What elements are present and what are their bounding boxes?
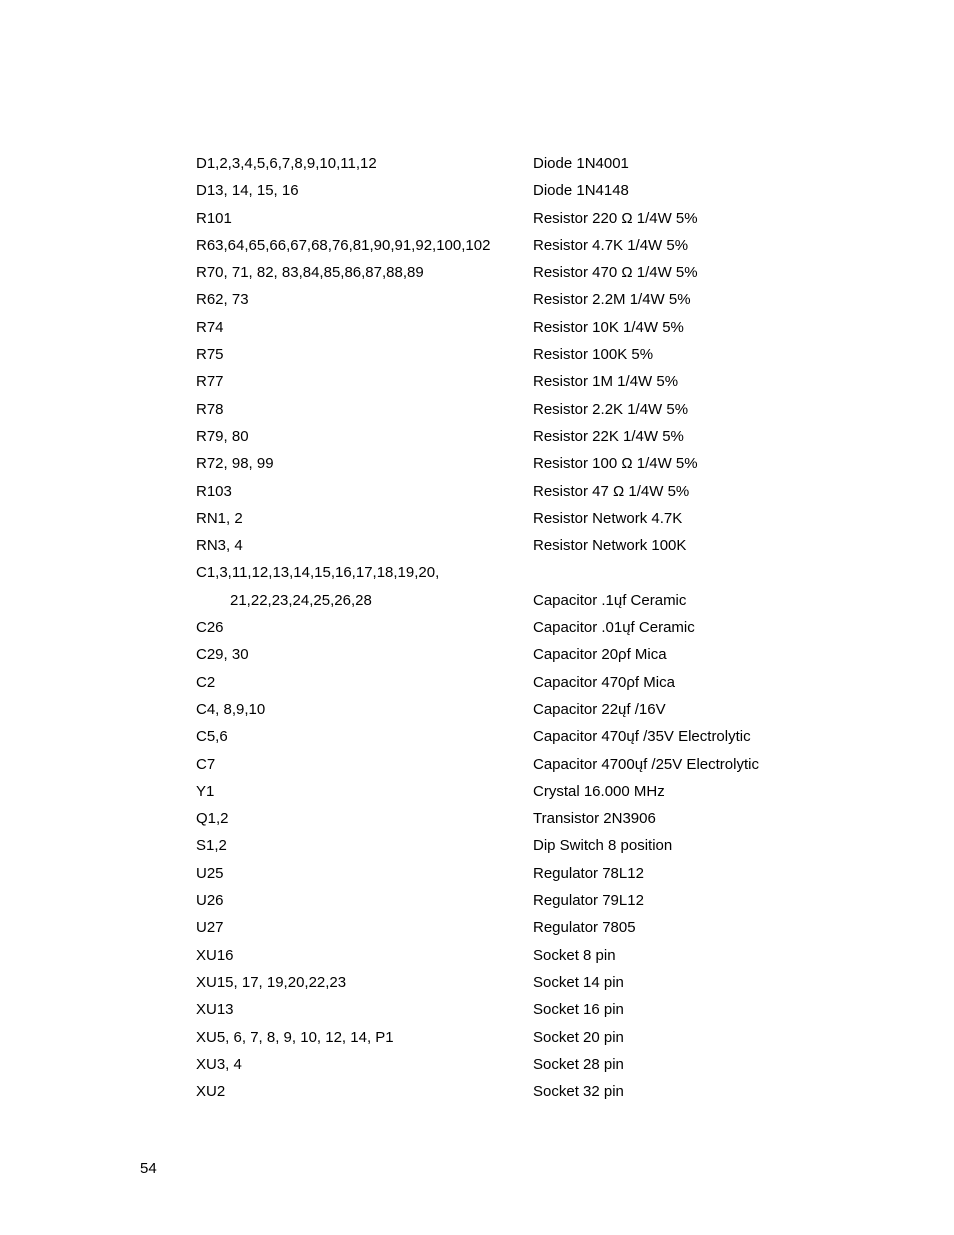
part-row (196, 641, 836, 668)
part-row (196, 914, 836, 941)
part-row (196, 314, 836, 341)
part-reference: R72, 98, 99 (196, 455, 274, 473)
part-row (196, 969, 836, 996)
part-reference: R63,64,65,66,67,68,76,81,90,91,92,100,102 (196, 236, 491, 254)
part-description: Resistor 4.7K 1/4W 5% (533, 236, 689, 254)
part-reference: XU5, 6, 7, 8, 9, 10, 12, 14, P1 (196, 1028, 394, 1046)
part-reference: C4, 8,9,10 (196, 700, 266, 718)
part-row (196, 996, 836, 1023)
part-row (196, 860, 836, 887)
part-row (196, 805, 836, 832)
page-number: 54 (140, 1160, 157, 1177)
part-reference: C29, 30 (196, 646, 249, 664)
part-description: Resistor 10K 1/4W 5% (533, 318, 684, 336)
part-reference: C7 (196, 755, 216, 773)
part-description: Crystal 16.000 MHz (533, 782, 665, 800)
part-row (196, 887, 836, 914)
part-reference: RN1, 2 (196, 509, 243, 527)
part-description: Capacitor 4700ųf /25V Electrolytic (533, 755, 759, 773)
part-reference: U25 (196, 864, 224, 882)
part-row (196, 286, 836, 313)
part-description: Diode 1N4001 (533, 155, 629, 172)
part-description: Regulator 79L12 (533, 892, 644, 910)
part-row (196, 1051, 836, 1078)
part-reference: C5,6 (196, 728, 228, 746)
part-reference: R78 (196, 400, 224, 418)
parts-list (196, 150, 836, 1105)
part-reference: U27 (196, 919, 224, 937)
part-description: Resistor 220 Ω 1/4W 5% (533, 209, 698, 227)
part-description: Capacitor 470ρf Mica (533, 673, 675, 691)
part-reference: Q1,2 (196, 810, 229, 828)
part-reference: R62, 73 (196, 291, 249, 309)
part-reference: S1,2 (196, 837, 227, 855)
part-row (196, 751, 836, 778)
part-reference: D13, 14, 15, 16 (196, 182, 299, 200)
part-description: Resistor 100 Ω 1/4W 5% (533, 455, 698, 473)
part-row (196, 505, 836, 532)
part-description: Socket 14 pin (533, 973, 624, 991)
part-row (196, 669, 836, 696)
part-reference: R75 (196, 346, 224, 364)
part-reference: C1,3,11,12,13,14,15,16,17,18,19,20, (196, 564, 440, 582)
part-description: Capacitor 22ųf /16V (533, 700, 666, 718)
part-row (196, 368, 836, 395)
part-description: Capacitor .1ųf Ceramic (533, 591, 687, 609)
part-reference: RN3, 4 (196, 537, 243, 555)
part-description: Capacitor 470ųf /35V Electrolytic (533, 728, 751, 746)
part-reference: R74 (196, 318, 224, 336)
part-description: Resistor 470 Ω 1/4W 5% (533, 264, 698, 282)
part-description: Resistor 2.2K 1/4W 5% (533, 400, 689, 418)
part-description: Socket 16 pin (533, 1001, 624, 1019)
part-row (196, 832, 836, 859)
part-reference: R77 (196, 373, 224, 391)
part-reference: R70, 71, 82, 83,84,85,86,87,88,89 (196, 264, 424, 282)
part-reference: R103 (196, 482, 232, 500)
part-row (196, 1078, 836, 1105)
part-description: Dip Switch 8 position (533, 837, 673, 855)
part-reference: 21,22,23,24,25,26,28 (230, 591, 372, 609)
part-row (196, 532, 836, 559)
part-row (196, 696, 836, 723)
part-row (196, 942, 836, 969)
part-description: Socket 8 pin (533, 946, 616, 964)
part-description: Resistor 47 Ω 1/4W 5% (533, 482, 690, 500)
part-row (196, 478, 836, 505)
part-row (196, 259, 836, 286)
part-reference: R79, 80 (196, 427, 249, 445)
part-row (196, 614, 836, 641)
part-row (196, 450, 836, 477)
part-description: Resistor 100K 5% (533, 346, 654, 364)
part-reference: U26 (196, 892, 224, 910)
part-description: Diode 1N4148 (533, 182, 629, 200)
part-description: Resistor Network 4.7K (533, 509, 683, 527)
part-description: Socket 20 pin (533, 1028, 624, 1046)
part-description: Socket 32 pin (533, 1083, 624, 1101)
part-row (196, 396, 836, 423)
part-row (196, 778, 836, 805)
part-row (196, 205, 836, 232)
part-row (196, 150, 836, 177)
part-reference: Y1 (196, 782, 215, 800)
part-reference: XU13 (196, 1001, 234, 1019)
part-description: Regulator 78L12 (533, 864, 644, 882)
part-description: Resistor 1M 1/4W 5% (533, 373, 679, 391)
part-row (196, 723, 836, 750)
part-description: Resistor Network 100K (533, 537, 687, 555)
part-row (196, 559, 836, 586)
part-description: Capacitor 20ρf Mica (533, 646, 667, 664)
part-reference: R101 (196, 209, 232, 227)
part-description: Capacitor .01ųf Ceramic (533, 619, 695, 637)
part-reference: XU15, 17, 19,20,22,23 (196, 973, 347, 991)
part-row (196, 1024, 836, 1051)
part-row (196, 341, 836, 368)
part-description: Socket 28 pin (533, 1055, 624, 1073)
part-reference: C2 (196, 673, 216, 691)
part-reference: XU16 (196, 946, 234, 964)
part-description: Resistor 22K 1/4W 5% (533, 427, 684, 445)
part-reference: D1,2,3,4,5,6,7,8,9,10,11,12 (196, 155, 377, 172)
part-reference: C26 (196, 619, 224, 637)
part-row (196, 423, 836, 450)
part-description: Transistor 2N3906 (533, 810, 656, 828)
part-description: Resistor 2.2M 1/4W 5% (533, 291, 691, 309)
part-row (196, 232, 836, 259)
part-row (196, 587, 836, 614)
part-row (196, 177, 836, 204)
part-reference: XU2 (196, 1083, 226, 1101)
part-reference: XU3, 4 (196, 1055, 242, 1073)
part-description: Regulator 7805 (533, 919, 636, 937)
